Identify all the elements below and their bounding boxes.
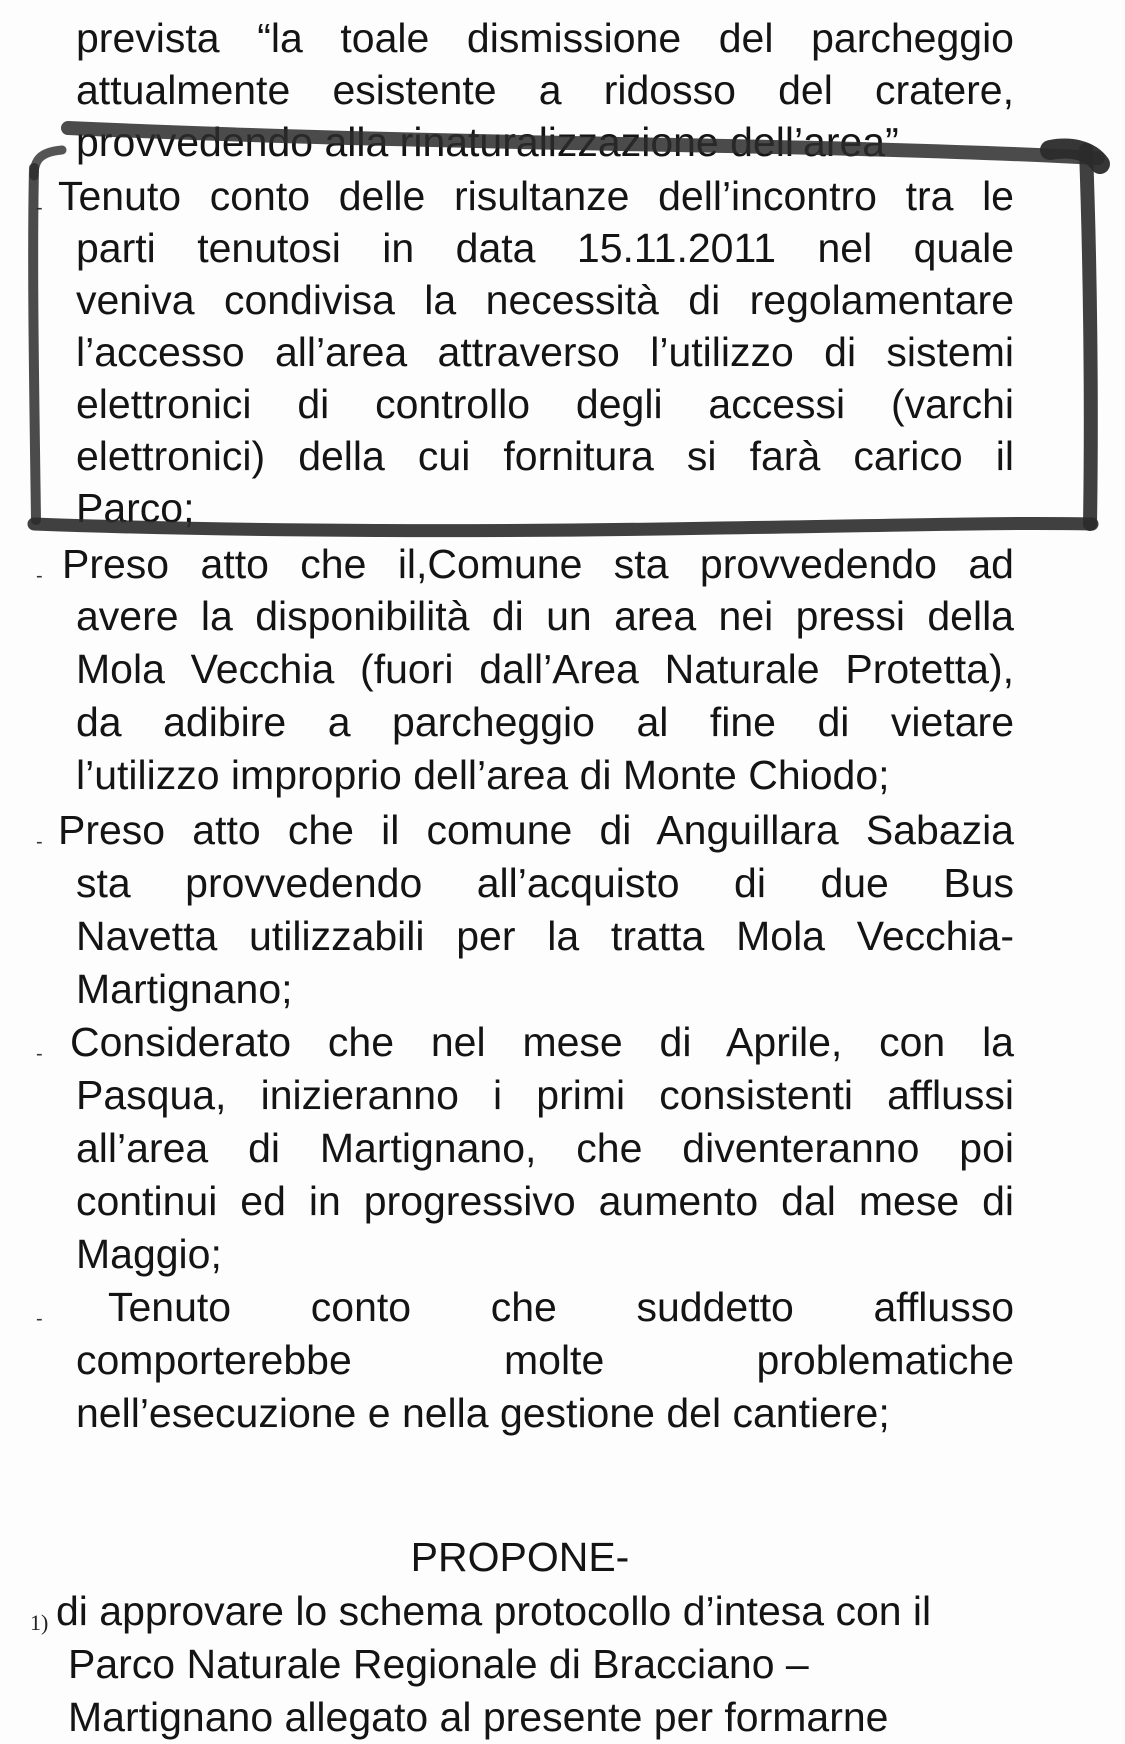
body-line: Martignano;: [76, 966, 293, 1012]
body-line: Considerato che nel mese di Aprile, con la: [70, 1019, 1014, 1065]
body-line: Maggio;: [76, 1231, 222, 1277]
annotation-right-stroke: [1086, 150, 1091, 524]
body-line: provvedendo alla rinaturalizzazione dell’area”: [76, 119, 899, 165]
list-number: 1): [30, 1610, 49, 1635]
proposal-line: Parco Naturale Regionale di Bracciano –: [68, 1641, 809, 1687]
body-line: all’area di Martignano, che diventeranno poi: [76, 1125, 1014, 1171]
body-line: comporterebbe molte problematiche: [76, 1337, 1014, 1383]
body-line: sta provvedendo all’acquisto di due Bus: [76, 860, 1014, 906]
body-line: Navetta utilizzabili per la tratta Mola Vecchia-: [76, 913, 1014, 959]
body-line: Tenuto conto che suddetto afflusso: [108, 1284, 1014, 1330]
bullet-dash: -: [36, 1043, 43, 1065]
body-line: Preso atto che il,Comune sta provvedendo ad: [62, 541, 1014, 587]
body-line: nell’esecuzione e nella gestione del cantiere;: [76, 1390, 890, 1436]
bullet-dash: -: [36, 831, 43, 853]
body-line: Preso atto che il comune di Anguillara Sabazia: [58, 807, 1014, 853]
bullet-dash: -: [36, 565, 43, 587]
body-line: Tenuto conto delle risultanze dell’incontro tra le: [58, 173, 1014, 219]
body-line: l’utilizzo improprio dell’area di Monte Chiodo;: [76, 752, 890, 798]
proposal-line: Martignano allegato al presente per formarne: [68, 1694, 889, 1740]
body-line: elettronici di controllo degli accessi (varchi: [76, 381, 1014, 427]
body-line: prevista “la toale dismissione del parcheggio: [76, 15, 1014, 61]
body-line: attualmente esistente a ridosso del cratere,: [76, 67, 1014, 113]
body-line: elettronici) della cui fornitura si farà carico il: [76, 433, 1014, 479]
body-line: Parco;: [76, 485, 195, 531]
body-line: da adibire a parcheggio al fine di vietare: [76, 699, 1014, 745]
body-line: avere la disponibilità di un area nei pressi della: [76, 593, 1014, 639]
body-line: continui ed in progressivo aumento dal mese di: [76, 1178, 1014, 1224]
body-line: veniva condivisa la necessità di regolamentare: [76, 277, 1014, 323]
body-line: Pasqua, inizieranno i primi consistenti afflussi: [76, 1072, 1014, 1118]
annotation-top-right-stroke: [1050, 149, 1100, 164]
body-line: l’accesso all’area attraverso l’utilizzo di sistemi: [76, 329, 1014, 375]
body-line: Mola Vecchia (fuori dall’Area Naturale Protetta),: [76, 646, 1014, 692]
body-line: parti tenutosi in data 15.11.2011 nel quale: [76, 225, 1014, 271]
proposal-line: di approvare lo schema protocollo d’intesa con il: [56, 1588, 932, 1634]
bullet-dash: -: [36, 1308, 43, 1330]
section-heading: PROPONE-: [410, 1534, 630, 1580]
bullet-dash: -: [36, 197, 43, 219]
annotation-left-stroke: [33, 168, 36, 520]
